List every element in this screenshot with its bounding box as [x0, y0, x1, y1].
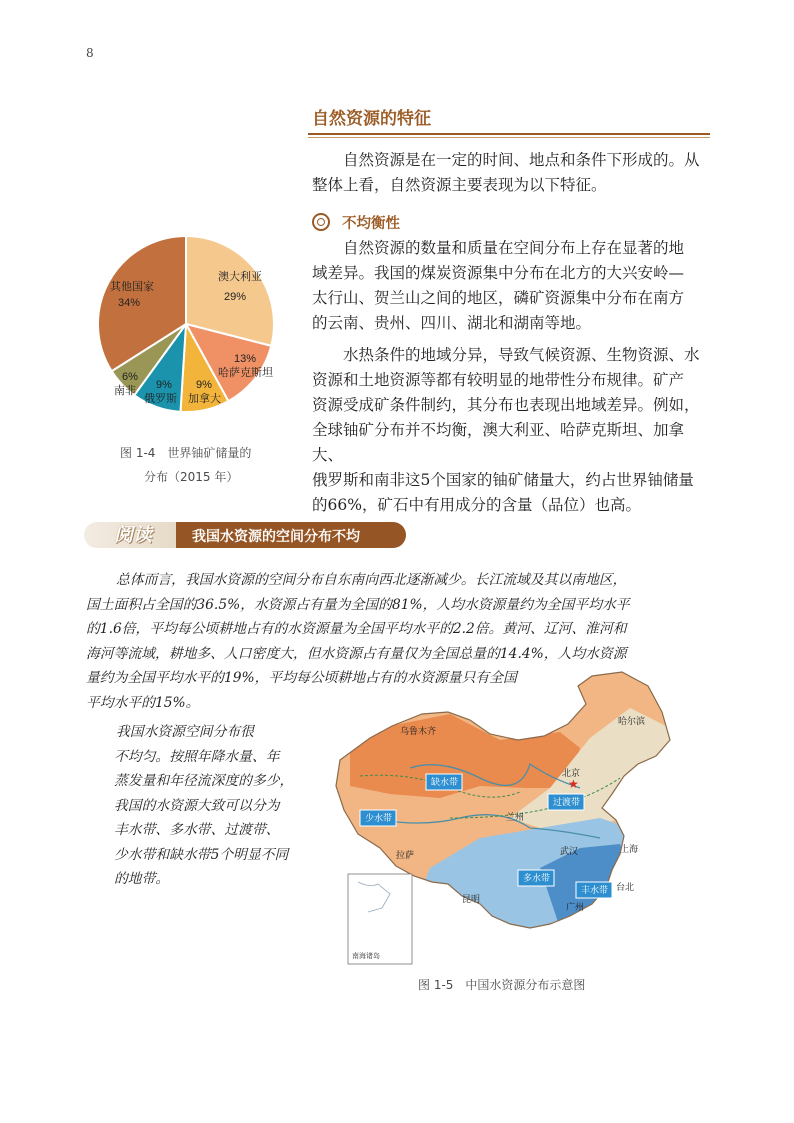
city-label: 上海: [620, 844, 639, 854]
paragraph-2: [312, 343, 712, 518]
inset-label: 南海诸岛: [352, 953, 380, 960]
zone-tag-verywet: 丰水带: [581, 885, 609, 895]
intro-line: 自然资源是在一定的时间、地点和条件下形成的。从: [343, 151, 700, 169]
reading-label: 阅读: [114, 524, 153, 546]
reading-header: [84, 520, 406, 550]
paragraph-line: 资源和土地资源等都有较明显的地带性分布规律。矿产: [312, 371, 685, 389]
reading-title: 我国水资源的空间分布不均: [192, 529, 360, 545]
city-label: 武汉: [560, 846, 579, 856]
paragraph-line: 的66%，矿石中有用成分的含量（品位）也高。: [312, 496, 641, 514]
reading-line: 量约为全国平均水平的19%，平均每公顷耕地占有的水资源量只有全国: [86, 670, 517, 686]
reading-line: 海河等流域，耕地多、人口密度大，但水资源占有量仅为全国总量的14.4%，人均水资源: [86, 645, 627, 662]
paragraph-1: [312, 236, 712, 336]
figure-1-4-caption-2: 分布（2015 年）: [144, 470, 239, 484]
figure-1-5-caption: 图 1-5 中国水资源分布示意图: [418, 978, 586, 992]
pie-slice-value: 6%: [122, 371, 138, 383]
reading-line: 的1.6倍，平均每公顷耕地占有的水资源量为全国平均水平的2.2倍。黄河、辽河、淮河和: [86, 621, 627, 637]
reading-line: 总体而言，我国水资源的空间分布自东南向西北逐渐减少。长江流域及其以南地区，: [116, 572, 627, 588]
zone-tag-dry: 缺水带: [431, 777, 459, 787]
section-intro: [312, 148, 712, 198]
side-line: 少水带和缺水带5个明显不同: [114, 846, 289, 863]
pie-slice-label: 澳大利亚: [218, 271, 262, 283]
paragraph-line: 自然资源的数量和质量在空间分布上存在显著的地: [343, 239, 685, 257]
subheading: [312, 212, 400, 233]
paragraph-line: 水热条件的地域分异，导致气候资源、生物资源、水: [343, 346, 700, 364]
page-number: 8: [86, 46, 94, 60]
pie-slice-label: 其他国家: [110, 281, 154, 293]
city-label: 台北: [616, 882, 635, 892]
side-line: 的地带。: [114, 871, 170, 887]
china-water-map: [330, 668, 710, 968]
pie-slice-label: 俄罗斯: [144, 393, 177, 405]
paragraph-line: 资源受成矿条件制约，其分布也表现出地域差异。例如，: [312, 396, 700, 414]
pie-slice-value: 34%: [118, 297, 141, 309]
uranium-pie-chart: [84, 234, 288, 418]
south-china-sea-inset: [348, 874, 412, 964]
dry-zone: [350, 714, 580, 798]
figure-1-4-caption: 图 1-4 世界铀矿储量的: [120, 446, 252, 460]
city-label: 拉萨: [396, 850, 415, 860]
city-label: 北京: [562, 768, 581, 778]
pie-slice-label: 南非: [114, 385, 136, 397]
zone-tag-transition: 过渡带: [553, 797, 581, 807]
city-label: 昆明: [462, 894, 481, 904]
intro-line: 整体上看，自然资源主要表现为以下特征。: [312, 176, 607, 194]
city-label: 广州: [566, 902, 585, 912]
side-line: 丰水带、多水带、过渡带、: [114, 822, 280, 838]
section-rule: [308, 133, 710, 135]
beijing-star-icon: ★: [568, 777, 579, 791]
section-rule-thin: [308, 137, 710, 138]
paragraph-line: 俄罗斯和南非这5个国家的铀矿储量大，约占世界铀储量: [312, 471, 694, 489]
paragraph-line: 的云南、贵州、四川、湖北和湖南等地。: [312, 314, 592, 332]
zone-tag-semidry: 少水带: [365, 813, 393, 823]
paragraph-line: 域差异。我国的煤炭资源集中分布在北方的大兴安岭—: [312, 264, 685, 282]
pie-slice-value: 29%: [224, 291, 247, 303]
pie-slice-label: 加拿大: [188, 393, 221, 405]
paragraph-line: 全球铀矿分布并不均衡，澳大利亚、哈萨克斯坦、加拿大、: [312, 421, 685, 464]
reading-line: 国土面积占全国的36.5%，水资源占有量为全国的81%，人均水资源量约为全国平均水平: [86, 596, 630, 613]
paragraph-line: 太行山、贺兰山之间的地区，磷矿资源集中分布在南方: [312, 289, 685, 307]
side-line: 蒸发量和年径流深度的多少，: [114, 773, 294, 789]
pie-slice-value: 9%: [196, 379, 212, 391]
city-label: 哈尔滨: [618, 716, 646, 726]
reading-side-text: [114, 720, 324, 892]
pie-slice-value: 9%: [156, 379, 172, 391]
side-line: 我国水资源空间分布很: [116, 724, 254, 740]
subheading-text: 不均衡性: [342, 216, 400, 232]
pie-slice-label: 哈萨克斯坦: [218, 367, 273, 379]
reading-line: 平均水平的15%。: [86, 694, 200, 711]
side-line: 不均匀。按照年降水量、年: [114, 748, 280, 765]
section-title: 自然资源的特征: [312, 109, 431, 129]
double-circle-icon: [312, 213, 330, 231]
city-label: 兰州: [506, 812, 525, 822]
pie-slice-value: 13%: [234, 353, 257, 365]
city-label: 乌鲁木齐: [400, 726, 437, 736]
zone-tag-wet: 多水带: [523, 873, 551, 883]
side-line: 我国的水资源大致可以分为: [114, 797, 280, 814]
